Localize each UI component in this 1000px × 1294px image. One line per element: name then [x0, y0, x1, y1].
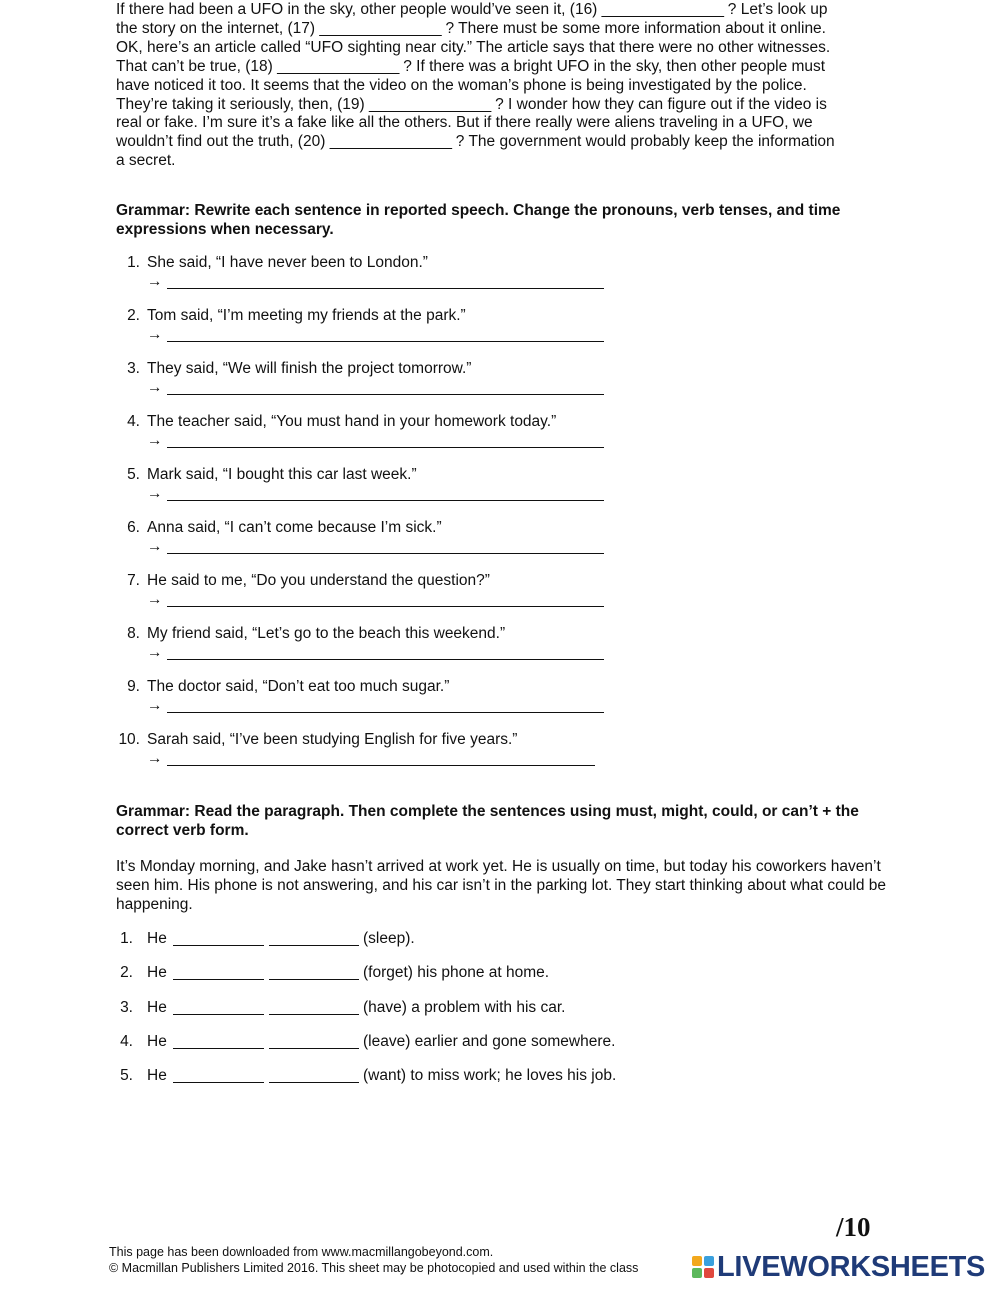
item-number: 1.: [120, 930, 133, 947]
answer-line[interactable]: [167, 553, 604, 554]
arrow-icon: →: [147, 750, 163, 767]
answer-line[interactable]: [167, 712, 604, 713]
modal-blank[interactable]: [173, 979, 264, 980]
arrow-icon: →: [147, 379, 163, 396]
verb-blank[interactable]: [269, 979, 359, 980]
arrow-icon: →: [147, 326, 163, 343]
item-sentence: She said, “I have never been to London.”: [147, 254, 428, 271]
item-sentence: My friend said, “Let’s go to the beach this weekend.”: [147, 625, 506, 642]
item-number: 8.: [127, 625, 140, 642]
answer-line[interactable]: [167, 288, 604, 289]
item-number: 6.: [127, 519, 140, 536]
item-number: 5.: [120, 1067, 133, 1085]
item-subject: He: [147, 998, 167, 1016]
answer-line[interactable]: [167, 765, 595, 766]
intro-line: They’re taking it seriously, then, (19) _______________ ? I wonder how they can figure out if the video is: [116, 95, 827, 113]
item-number: 5.: [127, 466, 140, 483]
item-number: 3.: [120, 998, 133, 1016]
arrow-icon: →: [147, 591, 163, 608]
intro-line: That can’t be true, (18) _______________ ? If there was a bright UFO in the sky, then other people must: [116, 57, 826, 75]
liveworksheets-logo: [692, 1252, 985, 1282]
answer-blank-16[interactable]: _______________: [601, 1, 724, 18]
item-number: 1.: [127, 254, 140, 271]
answer-line[interactable]: [167, 659, 604, 660]
arrow-icon: →: [147, 432, 163, 449]
intro-paragraph: [116, 1, 886, 171]
reported-speech-heading: Grammar: Rewrite each sentence in reported speech. Change the pronouns, verb tenses, and time expressions when necessary.: [116, 202, 841, 238]
item-number: 9.: [127, 678, 140, 695]
item-number: 3.: [127, 360, 140, 377]
arrow-icon: →: [147, 697, 163, 714]
item-subject: He: [147, 930, 167, 947]
arrow-icon: →: [147, 538, 163, 555]
intro-line: the story on the internet, (17) _______________ ? There must be some more information about it online.: [116, 19, 826, 37]
item-rest: (leave) earlier and gone somewhere.: [363, 1032, 616, 1050]
item-rest: (want) to miss work; he loves his job.: [363, 1067, 617, 1085]
item-number: 4.: [120, 1032, 133, 1050]
intro-line: a secret.: [116, 152, 176, 170]
intro-line: OK, here’s an article called “UFO sighting near city.” The article says that there were no other witnesses.: [116, 38, 831, 56]
arrow-icon: →: [147, 485, 163, 502]
item-sentence: The teacher said, “You must hand in your homework today.”: [147, 413, 557, 430]
item-sentence: He said to me, “Do you understand the question?”: [147, 572, 490, 589]
modal-blank[interactable]: [173, 1048, 264, 1049]
verb-blank[interactable]: [269, 945, 359, 946]
answer-line[interactable]: [167, 341, 604, 342]
item-sentence: Sarah said, “I’ve been studying English for five years.”: [147, 731, 518, 748]
item-sentence: Anna said, “I can’t come because I’m sick.”: [147, 519, 442, 536]
logo-square: [704, 1256, 714, 1266]
intro-line: wouldn’t find out the truth, (20) _______________ ? The government would probably keep the information: [116, 133, 835, 151]
item-rest: (forget) his phone at home.: [363, 964, 550, 982]
item-sentence: The doctor said, “Don’t eat too much sugar.”: [147, 678, 450, 695]
item-subject: He: [147, 1067, 167, 1085]
item-sentence: Mark said, “I bought this car last week.”: [147, 466, 417, 483]
item-rest: (sleep).: [363, 930, 415, 947]
answer-blank-17[interactable]: _______________: [319, 19, 442, 37]
answer-blank-18[interactable]: _______________: [277, 57, 399, 75]
intro-line: real or fake. I’m sure it’s a fake like all the others. But if there really were aliens traveling in a UFO, we: [116, 114, 813, 132]
item-number: 2.: [120, 964, 133, 982]
verb-blank[interactable]: [269, 1048, 359, 1049]
score-total: /10: [836, 1212, 871, 1242]
intro-line: If there had been a UFO in the sky, other people would’ve seen it, (16) _______________ ? Let’s look up: [116, 1, 828, 18]
item-sentence: Tom said, “I’m meeting my friends at the park.”: [147, 307, 466, 324]
item-subject: He: [147, 1032, 167, 1050]
item-number: 2.: [127, 307, 140, 324]
jake-paragraph: It’s Monday morning, and Jake hasn’t arrived at work yet. He is usually on time, but today his coworkers haven’t seen him. His phone is not answering, and his car isn’t in the parking lot. They start thinking about what could be happening.: [116, 858, 886, 913]
arrow-icon: →: [147, 644, 163, 661]
answer-line[interactable]: [167, 447, 604, 448]
modal-blank[interactable]: [173, 1014, 264, 1015]
brand-name: LIVEWORKSHEETS: [717, 1251, 986, 1283]
logo-square: [692, 1256, 702, 1266]
verb-blank[interactable]: [269, 1014, 359, 1015]
item-number: 10.: [118, 731, 140, 748]
item-number: 7.: [127, 572, 140, 589]
answer-line[interactable]: [167, 606, 604, 607]
answer-line[interactable]: [167, 394, 604, 395]
item-number: 4.: [127, 413, 140, 430]
item-sentence: They said, “We will finish the project tomorrow.”: [147, 360, 472, 377]
answer-blank-20[interactable]: _______________: [329, 133, 452, 151]
footer-note: This page has been downloaded from www.macmillangobeyond.com. © Macmillan Publishers Limited 2016. This sheet may be photocopied and used within the class: [109, 1245, 639, 1275]
item-rest: (have) a problem with his car.: [363, 998, 566, 1016]
modal-blank[interactable]: [173, 945, 264, 946]
item-subject: He: [147, 964, 167, 982]
answer-line[interactable]: [167, 500, 604, 501]
answer-blank-19[interactable]: _______________: [369, 95, 491, 113]
liveworksheets-icon: [692, 1256, 714, 1278]
intro-line: have noticed it too. It seems that the video on the woman’s phone is being investigated by the police.: [116, 76, 807, 94]
modals-heading: Grammar: Read the paragraph. Then complete the sentences using must, might, could, or can’t + the correct verb form.: [116, 803, 859, 839]
modal-blank[interactable]: [173, 1082, 264, 1083]
logo-square: [704, 1268, 714, 1278]
arrow-icon: →: [147, 273, 163, 290]
logo-square: [692, 1268, 702, 1278]
verb-blank[interactable]: [269, 1082, 359, 1083]
